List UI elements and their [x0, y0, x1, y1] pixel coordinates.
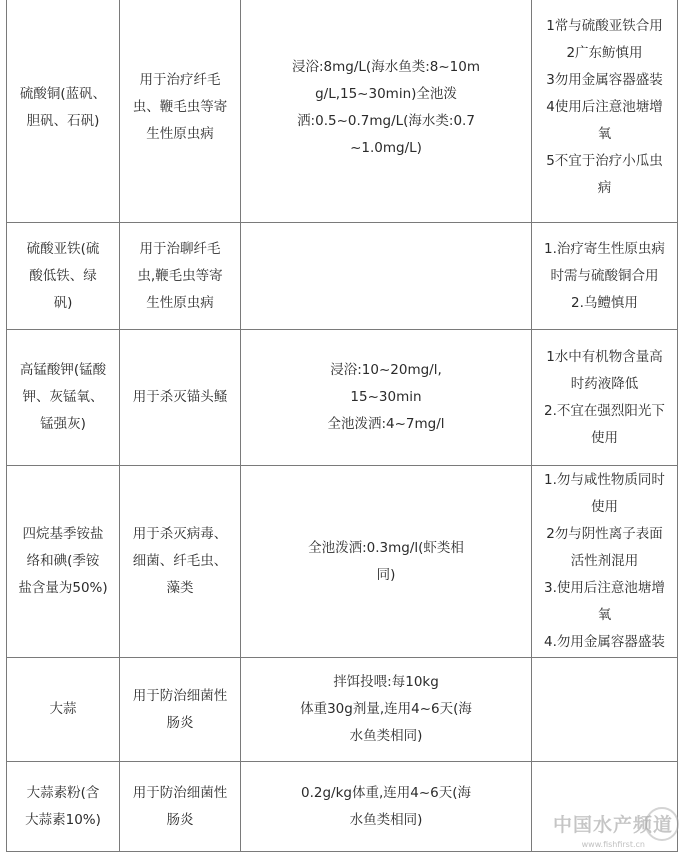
cell-line: 用于治疗纤毛 [139, 72, 221, 88]
cell-line: 水鱼类相同) [349, 728, 423, 744]
cell-line: 同) [376, 566, 396, 583]
drug-dose-cell [241, 466, 532, 658]
cell-line: 硫酸亚铁(硫 [26, 240, 100, 257]
cell-line: 使用 [591, 499, 618, 515]
drug-note-cell [532, 0, 678, 223]
cell-line: 大蒜素10%) [25, 811, 101, 828]
cell-line: 用于防治细菌性 [132, 784, 228, 801]
cell-line: 15~30min [350, 389, 422, 405]
cell-line: 时药液降低 [570, 375, 639, 392]
cell-line: 病 [597, 180, 612, 196]
table-row [7, 330, 678, 466]
drug-dose-cell [241, 762, 532, 852]
cell-line: 肠炎 [166, 714, 194, 731]
cell-line: 氧 [597, 126, 612, 142]
cell-line: 络和碘(季铵 [26, 553, 100, 569]
cell-line: 1水中有机物含量高 [546, 348, 663, 365]
cell-line: 1.勿与咸性物质同时 [544, 472, 665, 488]
table-row [7, 223, 678, 330]
cell-line: 用于杀灭病毒、 [132, 526, 228, 542]
drug-use-cell [120, 658, 241, 762]
cell-line: ~1.0mg/L) [350, 139, 422, 156]
cell-line: 全池泼洒:0.3mg/l(虾类相 [308, 539, 464, 556]
cell-line: 生性原虫病 [146, 126, 214, 142]
cell-line: 浸浴:10~20mg/l, [330, 362, 442, 378]
cell-line: 用于杀灭锚头鳋 [132, 389, 228, 405]
cell-line: 钾、灰锰氧、 [22, 389, 104, 405]
cell-line: 4.勿用金属容器盛装 [544, 634, 665, 650]
drug-use-cell [120, 223, 241, 330]
cell-line: 肠炎 [166, 811, 194, 828]
cell-line: 3勿用金属容器盛装 [546, 72, 663, 88]
cell-line: 四烷基季铵盐 [22, 526, 104, 542]
cell-line: 虫、鞭毛虫等寄 [132, 99, 228, 115]
drug-use-cell [120, 330, 241, 466]
cell-line: 5不宜于治疗小瓜虫 [546, 153, 663, 169]
cell-line: 2.不宜在强烈阳光下 [544, 402, 665, 419]
table-row [7, 466, 678, 658]
cell-line: 4使用后注意池塘增 [546, 99, 663, 115]
drug-note-cell [532, 658, 678, 762]
cell-line: 活性剂混用 [570, 553, 639, 569]
cell-line: 水鱼类相同) [349, 811, 423, 828]
cell-line: 洒:0.5~0.7mg/L(海水类:0.7 [297, 112, 475, 129]
drug-name-cell [7, 466, 120, 658]
cell-line: g/L,15~30min)全池泼 [315, 85, 457, 102]
cell-line: 高锰酸钾(锰酸 [19, 362, 107, 378]
cell-line: 2勿与阴性离子表面 [546, 526, 663, 542]
cell-line: 1.治疗寄生性原虫病 [544, 240, 665, 257]
cell-line: 拌饵投喂:每10kg [333, 674, 439, 690]
drug-name-cell [7, 762, 120, 852]
drug-table [6, 0, 678, 852]
cell-line: 胆矾、石矾) [26, 112, 100, 129]
drug-dose-cell [241, 330, 532, 466]
cell-line: 体重30g剂量,连用4~6天(海 [300, 701, 472, 717]
cell-line: 藻类 [166, 580, 194, 596]
drug-table-body [7, 0, 678, 852]
drug-dose-cell [241, 223, 532, 330]
drug-use-cell [120, 0, 241, 223]
table-row [7, 658, 678, 762]
cell-line: 2.乌鳢慎用 [571, 294, 638, 311]
cell-line: 虫,鞭毛虫等寄 [137, 267, 223, 284]
drug-use-cell [120, 466, 241, 658]
cell-line: 0.2g/kg体重,连用4~6天(海 [300, 784, 472, 801]
watermark-url: www.fishfirst.cn [581, 840, 645, 849]
cell-line: 大蒜 [49, 701, 77, 717]
drug-name-cell [7, 0, 120, 223]
cell-line: 细菌、纤毛虫、 [132, 553, 228, 569]
cell-line: 浸浴:8mg/L(海水鱼类:8~10m [292, 58, 480, 75]
cell-line: 全池泼洒:4~7mg/l [327, 416, 445, 432]
cell-line: 酸低铁、绿 [29, 267, 97, 284]
drug-note-cell [532, 330, 678, 466]
cell-line: 1常与硫酸亚铁合用 [546, 18, 663, 34]
cell-line: 矾) [53, 294, 73, 311]
cell-line: 盐含量为50%) [18, 580, 108, 596]
cell-line: 2广东鲂慎用 [566, 45, 643, 61]
drug-name-cell [7, 223, 120, 330]
watermark-text: 中国水产频道 [552, 814, 673, 836]
drug-note-cell [532, 466, 678, 658]
cell-line: 大蒜素粉(含 [26, 784, 100, 801]
table-row [7, 762, 678, 852]
drug-dose-cell [241, 0, 532, 223]
cell-line: 用于防治细菌性 [132, 687, 228, 704]
drug-use-cell [120, 762, 241, 852]
cell-line: 生性原虫病 [146, 294, 214, 311]
cell-line: 时需与硫酸铜合用 [550, 267, 659, 284]
drug-dose-cell [241, 658, 532, 762]
cell-line: 硫酸铜(蓝矾、 [19, 85, 107, 102]
drug-name-cell [7, 658, 120, 762]
drug-note-cell [532, 223, 678, 330]
cell-line: 锰强灰) [40, 416, 86, 432]
cell-line: 使用 [591, 429, 618, 446]
drug-name-cell [7, 330, 120, 466]
table-row [7, 0, 678, 223]
cell-line: 用于治聊纤毛 [139, 240, 221, 257]
cell-line: 氧 [597, 607, 612, 623]
cell-line: 3.使用后注意池塘增 [544, 580, 665, 596]
